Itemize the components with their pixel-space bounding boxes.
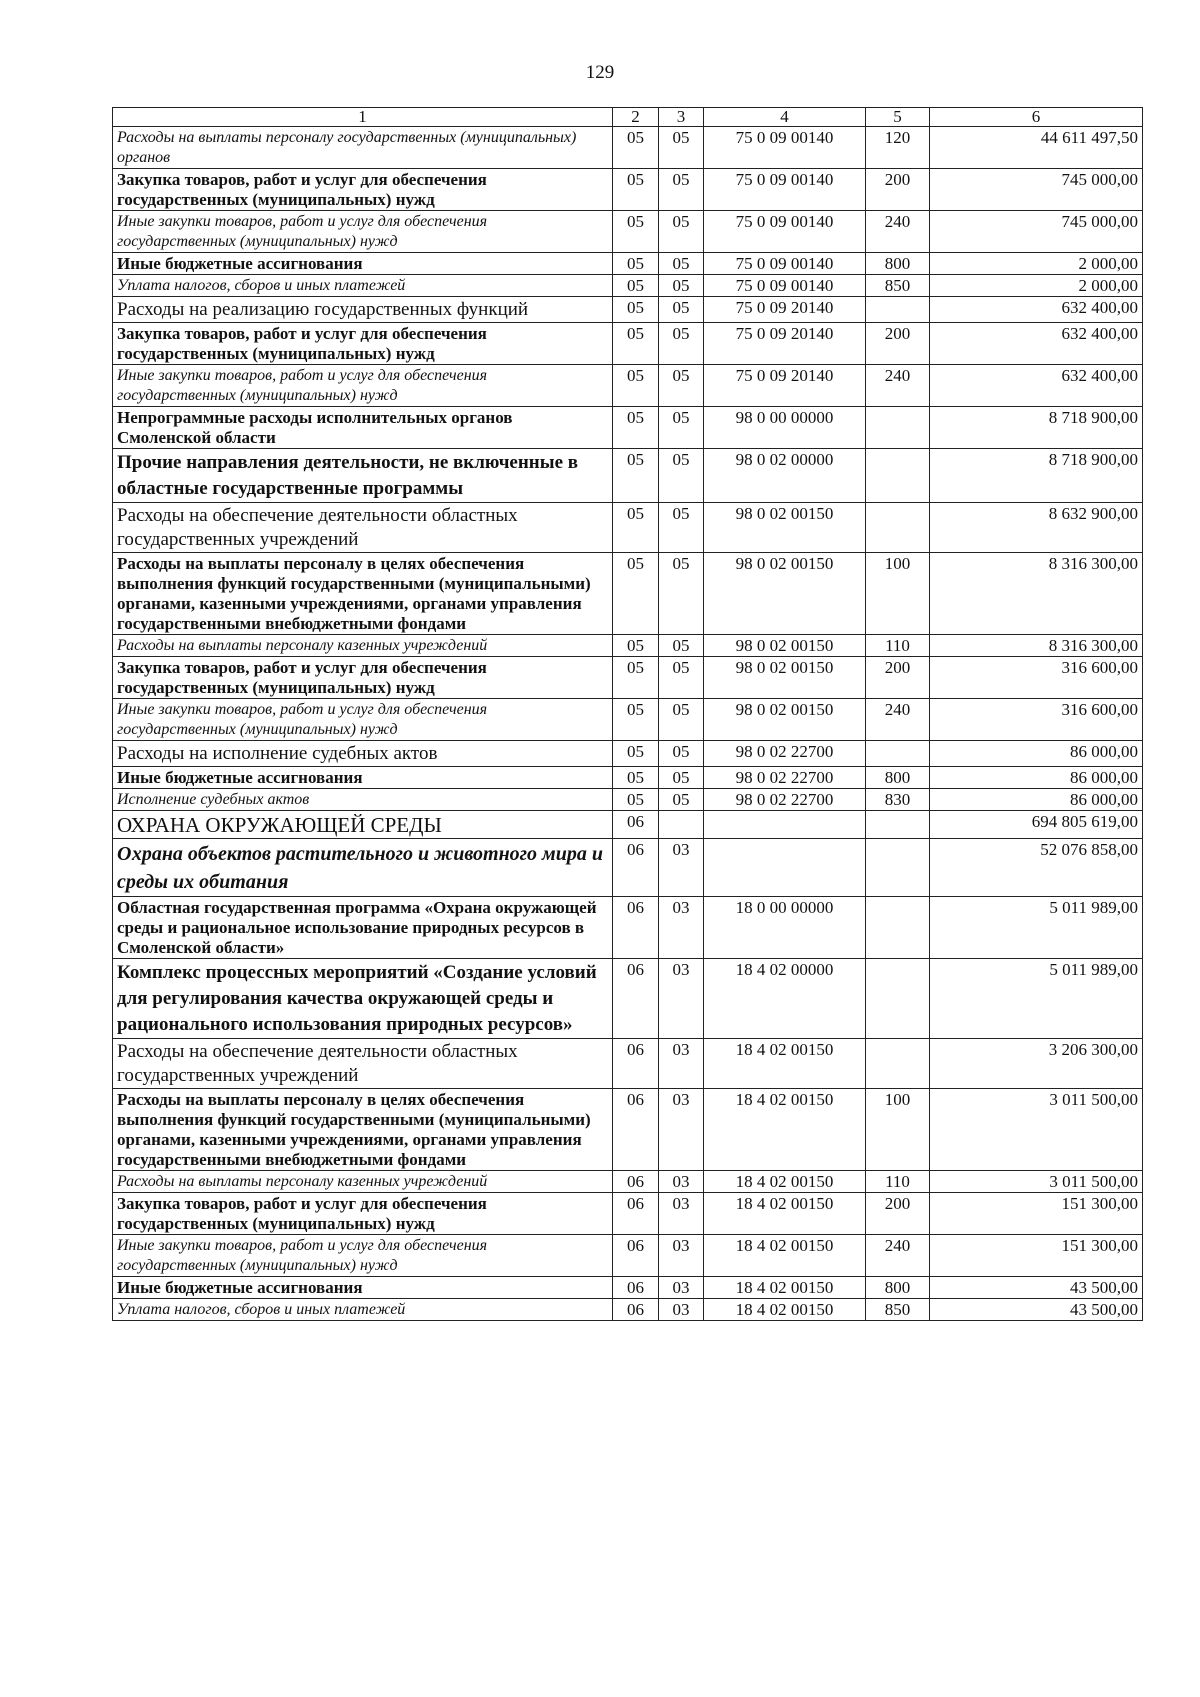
column-header: 1 [113,108,613,127]
subsection-code: 03 [659,1193,704,1235]
target-article-code: 98 0 02 22700 [704,741,866,767]
amount: 8 718 900,00 [930,407,1143,449]
table-row [113,169,1143,211]
target-article-code: 75 0 09 20140 [704,323,866,365]
table-row [113,657,1143,699]
target-article-code: 18 0 00 00000 [704,897,866,959]
table-row [113,323,1143,365]
amount: 86 000,00 [930,767,1143,789]
amount: 632 400,00 [930,323,1143,365]
row-description: Иные закупки товаров, работ и услуг для обеспечения государственных (муниципальных) нужд [113,699,613,741]
target-article-code: 98 0 02 00150 [704,553,866,635]
table-row [113,959,1143,1039]
section-code: 05 [613,169,659,211]
target-article-code: 18 4 02 00150 [704,1277,866,1299]
target-article-code: 98 0 02 00000 [704,449,866,503]
section-code: 06 [613,839,659,897]
amount: 86 000,00 [930,789,1143,811]
subsection-code: 03 [659,1171,704,1193]
subsection-code: 05 [659,275,704,297]
row-description: Иные закупки товаров, работ и услуг для обеспечения государственных (муниципальных) нужд [113,365,613,407]
column-header: 3 [659,108,704,127]
section-code: 05 [613,553,659,635]
expense-type-code: 110 [866,1171,930,1193]
target-article-code: 18 4 02 00000 [704,959,866,1039]
subsection-code: 05 [659,449,704,503]
expense-type-code: 830 [866,789,930,811]
amount: 694 805 619,00 [930,811,1143,839]
subsection-code: 03 [659,1299,704,1321]
expense-type-code: 200 [866,169,930,211]
table-row [113,635,1143,657]
row-description: Расходы на исполнение судебных актов [113,741,613,767]
table-row [113,1039,1143,1089]
amount: 44 611 497,50 [930,127,1143,169]
section-code: 06 [613,1193,659,1235]
column-header: 2 [613,108,659,127]
expense-type-code: 850 [866,1299,930,1321]
section-code: 05 [613,699,659,741]
table-row [113,897,1143,959]
target-article-code: 18 4 02 00150 [704,1171,866,1193]
amount: 52 076 858,00 [930,839,1143,897]
subsection-code: 03 [659,1039,704,1089]
table-row [113,211,1143,253]
row-description: Закупка товаров, работ и услуг для обеспечения государственных (муниципальных) нужд [113,657,613,699]
subsection-code: 03 [659,1089,704,1171]
row-description: Расходы на обеспечение деятельности областных государственных учреждений [113,503,613,553]
target-article-code: 18 4 02 00150 [704,1193,866,1235]
section-code: 06 [613,897,659,959]
row-description: Расходы на выплаты персоналу в целях обеспечения выполнения функций государственными (муниципальными) органами, казенными учреждениями, органами управления государственными внебюджетными фондами [113,553,613,635]
row-description: Расходы на выплаты персоналу государственных (муниципальных) органов [113,127,613,169]
expense-type-code [866,959,930,1039]
row-description: Иные бюджетные ассигнования [113,1277,613,1299]
row-description: Комплекс процессных мероприятий «Создание условий для регулирования качества окружающей среды и рационального использования природных ресурсов» [113,959,613,1039]
table-row [113,365,1143,407]
amount: 745 000,00 [930,211,1143,253]
target-article-code: 18 4 02 00150 [704,1039,866,1089]
table-row [113,767,1143,789]
table-row [113,789,1143,811]
table-body [113,127,1143,1321]
expense-type-code [866,449,930,503]
expense-type-code: 240 [866,699,930,741]
subsection-code: 05 [659,253,704,275]
target-article-code: 75 0 09 00140 [704,127,866,169]
column-header: 6 [930,108,1143,127]
subsection-code: 03 [659,959,704,1039]
amount: 3 206 300,00 [930,1039,1143,1089]
expense-type-code: 850 [866,275,930,297]
section-code: 06 [613,1089,659,1171]
expense-type-code [866,839,930,897]
expense-type-code [866,897,930,959]
row-description: Расходы на выплаты персоналу в целях обеспечения выполнения функций государственными (муниципальными) органами, казенными учреждениями, органами управления государственными внебюджетными фондами [113,1089,613,1171]
table-row [113,449,1143,503]
target-article-code: 98 0 02 00150 [704,503,866,553]
row-description: Уплата налогов, сборов и иных платежей [113,275,613,297]
amount: 43 500,00 [930,1277,1143,1299]
section-code: 05 [613,127,659,169]
column-header: 5 [866,108,930,127]
section-code: 05 [613,767,659,789]
table-row [113,1235,1143,1277]
row-description: Охрана объектов растительного и животного мира и среды их обитания [113,839,613,897]
row-description: Иные бюджетные ассигнования [113,253,613,275]
amount: 43 500,00 [930,1299,1143,1321]
target-article-code: 18 4 02 00150 [704,1299,866,1321]
table-row [113,127,1143,169]
row-description: Исполнение судебных актов [113,789,613,811]
target-article-code: 98 0 02 00150 [704,657,866,699]
section-code: 06 [613,1235,659,1277]
target-article-code: 18 4 02 00150 [704,1235,866,1277]
section-code: 05 [613,657,659,699]
target-article-code [704,811,866,839]
section-code: 06 [613,1299,659,1321]
row-description: Закупка товаров, работ и услуг для обеспечения государственных (муниципальных) нужд [113,323,613,365]
target-article-code: 75 0 09 20140 [704,365,866,407]
expense-type-code [866,503,930,553]
amount: 5 011 989,00 [930,897,1143,959]
amount: 3 011 500,00 [930,1171,1143,1193]
section-code: 05 [613,635,659,657]
target-article-code: 75 0 09 00140 [704,275,866,297]
subsection-code: 05 [659,503,704,553]
row-description: Иные бюджетные ассигнования [113,767,613,789]
amount: 86 000,00 [930,741,1143,767]
section-code: 06 [613,1277,659,1299]
table-row [113,553,1143,635]
target-article-code: 98 0 02 00150 [704,699,866,741]
table-header-row [113,108,1143,127]
section-code: 05 [613,253,659,275]
section-code: 05 [613,323,659,365]
row-description: Расходы на выплаты персоналу казенных учреждений [113,635,613,657]
subsection-code: 05 [659,699,704,741]
row-description: Расходы на выплаты персоналу казенных учреждений [113,1171,613,1193]
subsection-code: 05 [659,211,704,253]
row-description: Закупка товаров, работ и услуг для обеспечения государственных (муниципальных) нужд [113,1193,613,1235]
section-code: 05 [613,211,659,253]
target-article-code: 98 0 00 00000 [704,407,866,449]
amount: 3 011 500,00 [930,1089,1143,1171]
table-row [113,741,1143,767]
subsection-code: 05 [659,297,704,323]
subsection-code: 05 [659,767,704,789]
subsection-code: 05 [659,407,704,449]
amount: 8 316 300,00 [930,553,1143,635]
target-article-code: 75 0 09 00140 [704,253,866,275]
table-row [113,839,1143,897]
subsection-code: 05 [659,169,704,211]
subsection-code [659,811,704,839]
row-description: Закупка товаров, работ и услуг для обеспечения государственных (муниципальных) нужд [113,169,613,211]
section-code: 06 [613,811,659,839]
table-row [113,811,1143,839]
column-header: 4 [704,108,866,127]
table-row [113,1299,1143,1321]
amount: 316 600,00 [930,699,1143,741]
target-article-code: 75 0 09 00140 [704,211,866,253]
amount: 745 000,00 [930,169,1143,211]
amount: 2 000,00 [930,253,1143,275]
subsection-code: 05 [659,553,704,635]
section-code: 05 [613,275,659,297]
section-code: 05 [613,789,659,811]
table-row [113,503,1143,553]
section-code: 05 [613,503,659,553]
expense-type-code [866,407,930,449]
amount: 8 316 300,00 [930,635,1143,657]
target-article-code: 98 0 02 22700 [704,789,866,811]
row-description: Расходы на реализацию государственных функций [113,297,613,323]
amount: 632 400,00 [930,365,1143,407]
table-row [113,297,1143,323]
row-description: Прочие направления деятельности, не включенные в областные государственные программы [113,449,613,503]
amount: 8 632 900,00 [930,503,1143,553]
expense-type-code: 240 [866,1235,930,1277]
subsection-code: 05 [659,365,704,407]
target-article-code: 98 0 02 22700 [704,767,866,789]
expense-type-code [866,811,930,839]
amount: 151 300,00 [930,1193,1143,1235]
expense-type-code: 110 [866,635,930,657]
target-article-code [704,839,866,897]
target-article-code: 75 0 09 00140 [704,169,866,211]
section-code: 05 [613,741,659,767]
subsection-code: 05 [659,789,704,811]
target-article-code: 18 4 02 00150 [704,1089,866,1171]
subsection-code: 03 [659,839,704,897]
table-row [113,407,1143,449]
target-article-code: 75 0 09 20140 [704,297,866,323]
row-description: Иные закупки товаров, работ и услуг для обеспечения государственных (муниципальных) нужд [113,1235,613,1277]
expense-type-code: 200 [866,323,930,365]
subsection-code: 03 [659,1235,704,1277]
table-row [113,1277,1143,1299]
section-code: 05 [613,297,659,323]
expense-type-code [866,1039,930,1089]
table-row [113,699,1143,741]
expense-type-code: 200 [866,1193,930,1235]
subsection-code: 05 [659,635,704,657]
expense-type-code: 240 [866,365,930,407]
expense-type-code: 800 [866,253,930,275]
target-article-code: 98 0 02 00150 [704,635,866,657]
table-row [113,253,1143,275]
subsection-code: 05 [659,127,704,169]
expense-type-code [866,741,930,767]
expense-type-code: 100 [866,1089,930,1171]
section-code: 05 [613,449,659,503]
expense-type-code: 800 [866,1277,930,1299]
subsection-code: 05 [659,657,704,699]
expense-type-code: 800 [866,767,930,789]
row-description: ОХРАНА ОКРУЖАЮЩЕЙ СРЕДЫ [113,811,613,839]
section-code: 05 [613,365,659,407]
section-code: 06 [613,1039,659,1089]
expense-type-code: 200 [866,657,930,699]
subsection-code: 05 [659,741,704,767]
row-description: Областная государственная программа «Охрана окружающей среды и рациональное использование природных ресурсов в Смоленской области» [113,897,613,959]
amount: 632 400,00 [930,297,1143,323]
table-row [113,1089,1143,1171]
row-description: Расходы на обеспечение деятельности областных государственных учреждений [113,1039,613,1089]
expense-type-code [866,297,930,323]
row-description: Уплата налогов, сборов и иных платежей [113,1299,613,1321]
expense-type-code: 240 [866,211,930,253]
row-description: Непрограммные расходы исполнительных органов Смоленской области [113,407,613,449]
amount: 151 300,00 [930,1235,1143,1277]
budget-table [112,107,1143,1321]
table-row [113,275,1143,297]
amount: 316 600,00 [930,657,1143,699]
table-row [113,1171,1143,1193]
amount: 5 011 989,00 [930,959,1143,1039]
row-description: Иные закупки товаров, работ и услуг для обеспечения государственных (муниципальных) нужд [113,211,613,253]
section-code: 05 [613,407,659,449]
expense-type-code: 120 [866,127,930,169]
amount: 8 718 900,00 [930,449,1143,503]
expense-type-code: 100 [866,553,930,635]
page-number: 129 [585,62,615,83]
subsection-code: 05 [659,323,704,365]
subsection-code: 03 [659,1277,704,1299]
table-row [113,1193,1143,1235]
section-code: 06 [613,959,659,1039]
section-code: 06 [613,1171,659,1193]
amount: 2 000,00 [930,275,1143,297]
subsection-code: 03 [659,897,704,959]
